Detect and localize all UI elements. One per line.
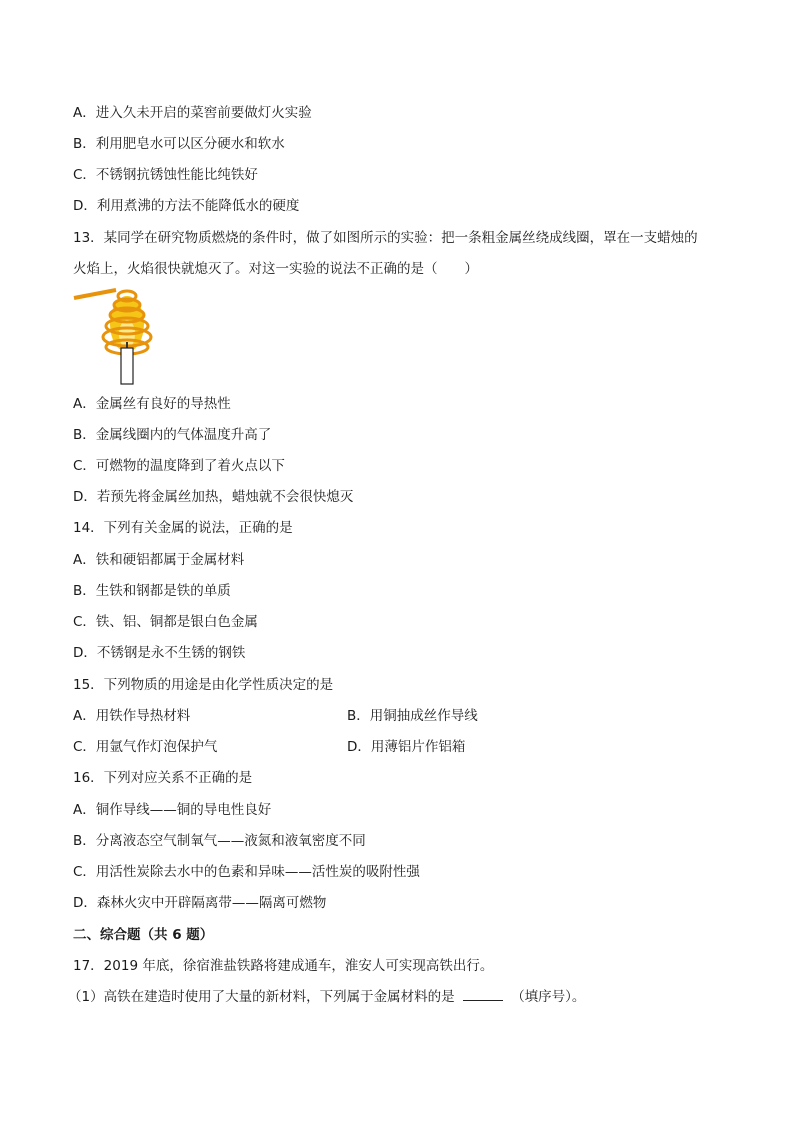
q15-option-a: A．用铁作导热材料 [73, 708, 191, 724]
q15-option-c: C．用氩气作灯泡保护气 [73, 739, 218, 755]
q12-option-b: B．利用肥皂水可以区分硬水和软水 [73, 136, 285, 152]
candle-coil-figure [72, 286, 162, 388]
q13-option-b: B．金属线圈内的气体温度升高了 [73, 427, 272, 443]
q16-option-a: A．铜作导线——铜的导电性良好 [73, 802, 272, 818]
candle-body [121, 348, 133, 384]
q17-sub1-text: （1）高铁在建造时使用了大量的新材料，下列属于金属材料的是 [68, 989, 455, 1005]
q14-stem: 14．下列有关金属的说法，正确的是 [73, 520, 293, 536]
q15-option-d: D．用薄铝片作铝箱 [347, 739, 466, 755]
q13-option-d: D．若预先将金属丝加热，蜡烛就不会很快熄灭 [73, 489, 354, 505]
q16-option-d: D．森林火灾中开辟隔离带——隔离可燃物 [73, 895, 327, 911]
q13-stem-line1: 13．某同学在研究物质燃烧的条件时，做了如图所示的实验：把一条粗金属丝绕成线圈，罩在一支蜡烛的 [73, 230, 698, 246]
q16-option-c: C．用活性炭除去水中的色素和异味——活性炭的吸附性强 [73, 864, 420, 880]
q13-option-c: C．可燃物的温度降到了着火点以下 [73, 458, 285, 474]
q13-option-a: A．金属丝有良好的导热性 [73, 396, 231, 412]
q17-stem: 17．2019 年底，徐宿淮盐铁路将建成通车，淮安人可实现高铁出行。 [73, 958, 494, 974]
q14-option-c: C．铁、铝、铜都是银白色金属 [73, 614, 258, 630]
q14-option-a: A．铁和硬铝都属于金属材料 [73, 552, 245, 568]
q14-option-b: B．生铁和钢都是铁的单质 [73, 583, 231, 599]
q12-option-d: D．利用煮沸的方法不能降低水的硬度 [73, 198, 300, 214]
answer-blank[interactable] [463, 988, 503, 1001]
q15-option-b: B．用铜抽成丝作导线 [347, 708, 478, 724]
q14-option-d: D．不锈钢是永不生锈的钢铁 [73, 645, 246, 661]
wire-handle [74, 290, 116, 298]
section-heading: 二、综合题（共 6 题） [73, 927, 214, 943]
q15-stem: 15．下列物质的用途是由化学性质决定的是 [73, 677, 334, 693]
q17-sub1 [68, 988, 585, 1006]
q16-option-b: B．分离液态空气制氧气——液氮和液氧密度不同 [73, 833, 366, 849]
q17-sub1-suffix: （填序号）。 [511, 989, 586, 1005]
q13-stem-line2: 火焰上，火焰很快就熄灭了。对这一实验的说法不正确的是（ ） [73, 261, 478, 277]
q16-stem: 16．下列对应关系不正确的是 [73, 770, 253, 786]
q12-option-c: C．不锈钢抗锈蚀性能比纯铁好 [73, 167, 258, 183]
q12-option-a: A．进入久未开启的菜窖前要做灯火实验 [73, 105, 312, 121]
